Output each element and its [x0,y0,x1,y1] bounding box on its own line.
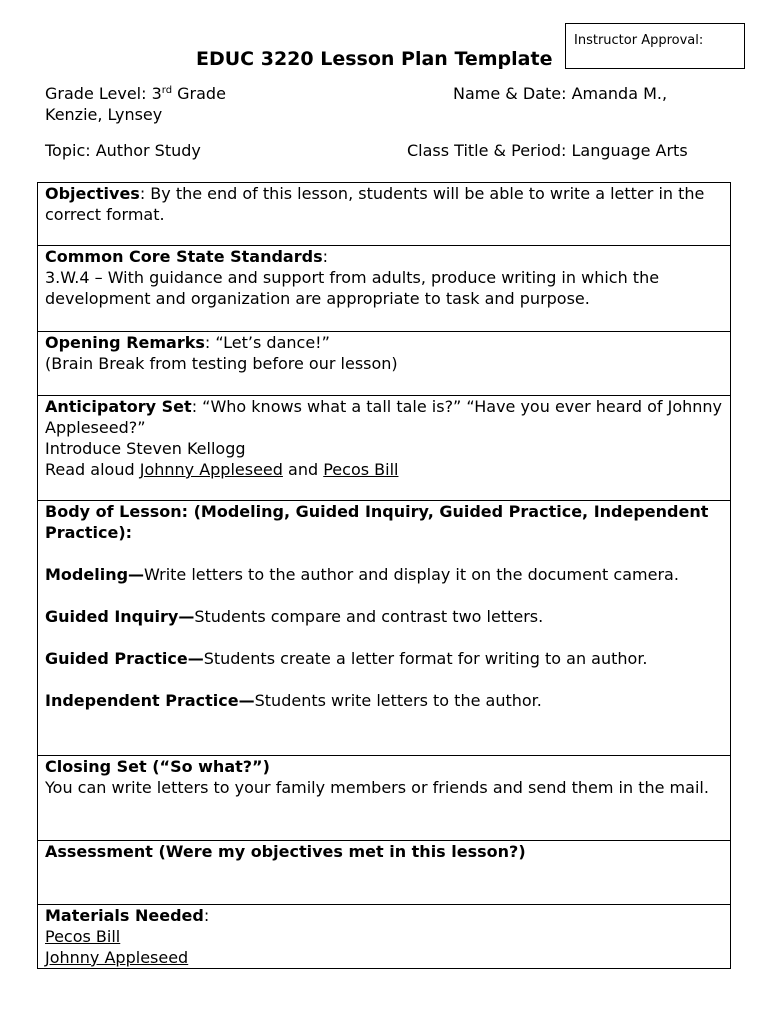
standards-colon: : [322,247,328,266]
assessment-cell [38,841,731,905]
guided-practice-label: Guided Practice— [45,649,204,668]
anticipatory-and: and [282,460,324,479]
materials-item-johnny-appleseed: Johnny Appleseed [45,948,189,967]
modeling-text: Write letters to the author and display it on the document camera. [144,565,679,584]
document-title: EDUC 3220 Lesson Plan Template [196,48,553,70]
instructor-approval-box [565,23,745,69]
grade-level [45,84,226,104]
materials-cell [38,905,731,969]
closing-text: You can write letters to your family members or friends and send them in the mail. [45,778,709,797]
anticipatory-introduce: Introduce Steven Kellogg [45,439,246,458]
standards-text: 3.W.4 – With guidance and support from adults, produce writing in which the development and organization are appropriate to task and purpose. [45,268,660,308]
closing-heading: Closing Set (“So what?”) [45,757,270,776]
name-date-continued: Kenzie, Lynsey [45,105,163,124]
anticipatory-heading: Anticipatory Set [45,397,192,416]
independent-practice-text: Students write letters to the author. [254,691,542,710]
grade-level-rest: Grade [172,84,226,103]
objectives-cell [38,183,731,246]
guided-inquiry-text: Students compare and contrast two letters. [194,607,544,626]
closing-cell [38,756,731,841]
anticipatory-cell [38,396,731,501]
class-title-period: Class Title & Period: Language Arts [407,141,688,160]
book-title-pecos-bill: Pecos Bill [323,460,399,479]
assessment-row [38,841,731,905]
objectives-text: : By the end of this lesson, students will be able to write a letter in the correct format. [45,184,705,224]
standards-heading: Common Core State Standards [45,247,323,266]
materials-heading: Materials Needed [45,906,204,925]
book-title-johnny-appleseed: Johnny Appleseed [139,460,283,479]
modeling-label: Modeling— [45,565,145,584]
opening-note: (Brain Break from testing before our lesson) [45,354,398,373]
lesson-plan-table [37,182,731,969]
body-of-lesson-heading: Body of Lesson: (Modeling, Guided Inquiry, Guided Practice, Independent Practice): [45,502,709,542]
name-date: Name & Date: Amanda M., [453,84,668,103]
materials-item-pecos-bill: Pecos Bill [45,927,121,946]
opening-cell [38,332,731,396]
materials-colon: : [203,906,210,925]
standards-cell [38,246,731,332]
closing-row [38,756,731,841]
independent-practice-label: Independent Practice— [45,691,255,710]
standards-row [38,246,731,332]
objectives-row [38,183,731,246]
body-of-lesson-row [38,501,731,756]
guided-inquiry-label: Guided Inquiry— [45,607,195,626]
materials-row [38,905,731,969]
opening-text: : “Let’s dance!” [204,333,330,352]
guided-practice-text: Students create a letter format for writing to an author. [203,649,648,668]
objectives-heading: Objectives [45,184,140,203]
body-of-lesson-cell [38,501,731,756]
instructor-approval-label: Instructor Approval: [574,33,704,48]
topic: Topic: Author Study [45,141,201,160]
opening-row [38,332,731,396]
grade-level-label: Grade Level: 3 [45,84,162,103]
anticipatory-row [38,396,731,501]
opening-heading: Opening Remarks [45,333,205,352]
anticipatory-text: : “Who knows what a tall tale is?” “Have you ever heard of Johnny Appleseed?” [45,397,722,437]
anticipatory-read-prefix: Read aloud [45,460,140,479]
grade-level-superscript: rd [161,85,173,96]
assessment-heading: Assessment (Were my objectives met in this lesson?) [45,842,526,861]
